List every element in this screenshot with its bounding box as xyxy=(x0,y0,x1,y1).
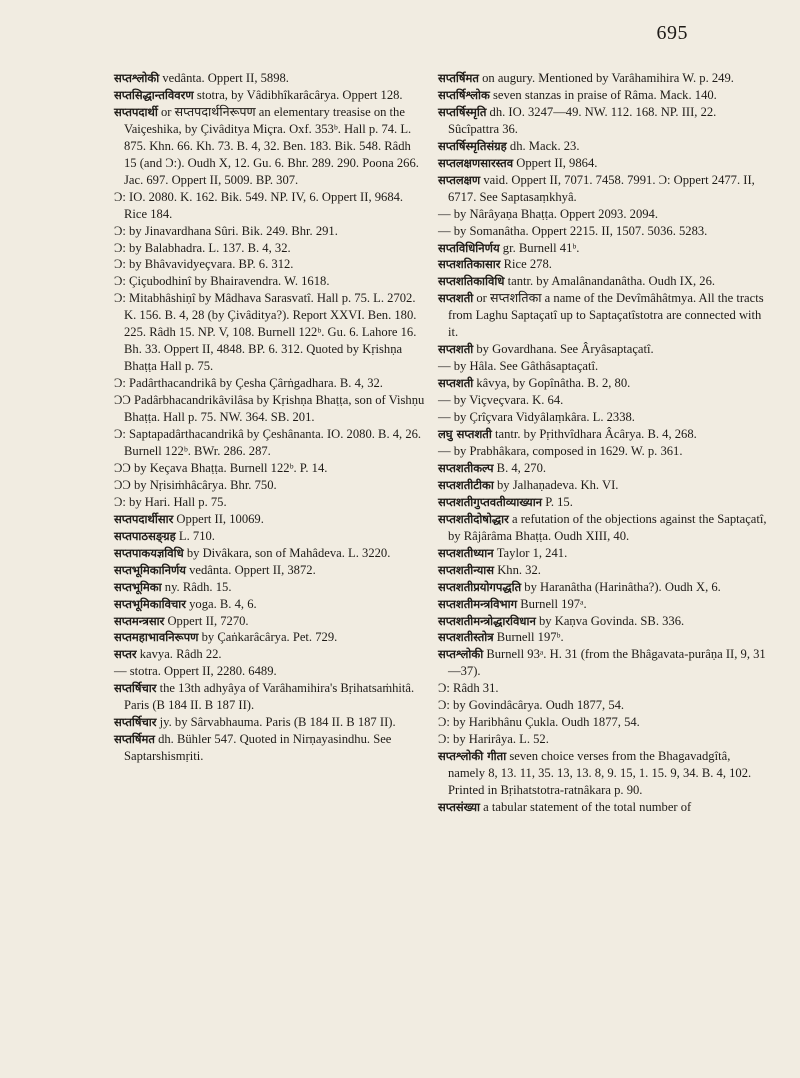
catalog-entry xyxy=(114,104,426,189)
entry-text: — by Somanâtha. Oppert 2215. II, 1507. 5036. 5283. xyxy=(438,223,708,238)
entry-headword: सप्तशतीप्रयोगपद्धति xyxy=(438,579,522,594)
entry-text: Burnell 197ᵃ. xyxy=(517,596,587,611)
entry-text: vedânta. Oppert II, 3872. xyxy=(185,562,316,577)
entry-text: by Haranâtha (Harinâtha?). Oudh X, 6. xyxy=(521,579,721,594)
catalog-entry xyxy=(438,697,770,714)
entry-headword: सप्तशतीदोषोद्धार xyxy=(438,511,509,526)
entry-headword: सप्तर्षिस्मृति xyxy=(438,104,487,119)
entry-text: ny. Râdh. 15. xyxy=(161,579,232,594)
entry-text: — stotra. Oppert II, 2280. 6489. xyxy=(114,664,277,679)
catalog-entry xyxy=(438,155,770,172)
entry-text: Burnell 197ᵇ. xyxy=(493,630,564,645)
entry-headword: सप्तर्षिचार xyxy=(114,681,157,696)
entry-headword: सप्तसंख्या xyxy=(438,799,481,814)
entry-text: a tabular statement of the total number of xyxy=(480,799,692,814)
catalog-entry xyxy=(438,494,770,511)
catalog-entry xyxy=(114,240,426,257)
catalog-entry xyxy=(114,714,426,731)
entry-text: the 13th adhyâya of Varâhamihira's Bṛihatsaṁhitâ. Paris (B 184 II. B 187 II). xyxy=(124,681,415,713)
entry-text: vedânta. Oppert II, 5898. xyxy=(159,71,289,85)
catalog-entry xyxy=(114,375,426,392)
entry-headword: सप्तलक्षण xyxy=(438,172,481,187)
catalog-entry xyxy=(438,511,770,545)
entry-headword: सप्तसिद्धान्तविवरण xyxy=(114,87,194,102)
catalog-entry xyxy=(114,256,426,273)
entry-headword: सप्तलक्षणसारस्तव xyxy=(438,155,514,170)
entry-text: tantr. by Amalânandanâtha. Oudh IX, 26. xyxy=(504,274,716,289)
entry-text: Ɔ: by Balabhadra. L. 137. B. 4, 32. xyxy=(114,240,291,255)
entry-text: Ɔ: by Harirâya. L. 52. xyxy=(438,732,549,747)
entry-headword: सप्तर्षिचार xyxy=(114,715,157,730)
entry-headword: सप्तर्षिश्लोक xyxy=(438,87,490,102)
catalog-entry xyxy=(438,206,770,223)
entry-text: dh. Bühler 547. Quoted in Nirṇayasindhu. See Saptarshismṛiti. xyxy=(124,732,392,764)
entry-headword: सप्तशतीमन्त्रोद्धारविधान xyxy=(438,613,536,628)
left-column xyxy=(114,70,426,765)
entry-headword: सप्तर्षिमत xyxy=(114,732,155,747)
catalog-entry xyxy=(438,273,770,290)
entry-headword: सप्तभूमिका xyxy=(114,579,162,594)
entry-text: Rice 278. xyxy=(500,257,552,272)
entry-text: on augury. Mentioned by Varâhamihira W. p. 249. xyxy=(478,71,734,85)
entry-text: Oppert II, 7270. xyxy=(164,613,249,628)
catalog-entry xyxy=(438,613,770,630)
entry-text: — by Hâla. See Gâthâsaptaçatî. xyxy=(438,359,599,374)
entry-text: or सप्तशतिका a name of the Devîmâhâtmya. All the tracts from Laghu Saptaçatî up to Saptaçatîstotra are connected with it. xyxy=(448,291,764,340)
entry-text: gr. Burnell 41ᵇ. xyxy=(499,240,580,255)
catalog-entry xyxy=(114,189,426,223)
entry-headword: सप्तपदार्थीसार xyxy=(114,511,174,526)
catalog-entry xyxy=(438,731,770,748)
entry-text: stotra, by Vâdibhîkarâcârya. Oppert 128. xyxy=(193,87,403,102)
right-column xyxy=(438,70,770,816)
catalog-entry xyxy=(114,477,426,494)
entry-headword: सप्तशतीमन्त्रविभाग xyxy=(438,596,518,611)
entry-text: L. 710. xyxy=(175,528,215,543)
catalog-entry xyxy=(114,494,426,511)
catalog-entry xyxy=(114,562,426,579)
entry-headword: सप्तशतीकल्प xyxy=(438,460,494,475)
entry-headword: सप्तशतीस्तोत्र xyxy=(438,630,494,645)
catalog-entry xyxy=(114,528,426,545)
catalog-entry xyxy=(114,290,426,375)
catalog-entry xyxy=(114,273,426,290)
entry-text: vaid. Oppert II, 7071. 7458. 7991. Ɔ: Oppert 2477. II, 6717. See Saptasaṃkhyâ. xyxy=(448,172,755,204)
entry-headword: सप्तशतीगुप्तवतीव्याख्यान xyxy=(438,494,543,509)
catalog-entry xyxy=(114,629,426,646)
entry-text: Ɔ: IO. 2080. K. 162. Bik. 549. NP. IV, 6. Oppert II, 9684. Rice 184. xyxy=(114,189,404,221)
entry-text: kâvya, by Gopînâtha. B. 2, 80. xyxy=(473,376,631,391)
entry-text: ƆƆ Padârbhacandrikâvilâsa by Kṛishṇa Bhaṭṭa, son of Vishṇu Bhaṭṭa. Hall p. 75. NW. 364. SB. 201. xyxy=(114,393,425,425)
catalog-entry xyxy=(438,138,770,155)
catalog-entry xyxy=(438,426,770,443)
catalog-entry xyxy=(114,596,426,613)
entry-text: jy. by Sârvabhauma. Paris (B 184 II. B 187 II). xyxy=(156,715,396,730)
catalog-entry xyxy=(438,87,770,104)
entry-text: Burnell 93ᵃ. H. 31 (from the Bhâgavata-purâṇa II, 9, 31—37). xyxy=(448,647,766,679)
entry-text: seven choice verses from the Bhagavadgîtâ, namely 8, 13. 11, 35. 13, 13. 8, 9. 15, 1. 15. 9, 34. B. 4, 102. Printed in Bṛihatstotra-ratnâkara p. 90. xyxy=(448,749,752,798)
entry-text: — by Viçveçvara. K. 64. xyxy=(438,393,564,408)
catalog-entry xyxy=(438,409,770,426)
entry-text: by Divâkara, son of Mahâdeva. L. 3220. xyxy=(183,545,391,560)
catalog-entry xyxy=(114,731,426,765)
entry-text: ƆƆ by Nṛisiṁhâcârya. Bhr. 750. xyxy=(114,477,277,492)
entry-headword: सप्तशतिकाविधि xyxy=(438,274,505,289)
entry-text: Ɔ: Mitabhâshiṇî by Mâdhava Sarasvatî. Hall p. 75. L. 2702. K. 156. B. 4, 28 (by Çivâditya?). Report XXVI. Ben. 180. 225. Râdh 15. NP. V, 108. Burnell 122ᵇ. Gu. 6. Lahore 16. Bh. 33. Oppert II, 4848. BP. 6. 312. Quoted by Kṛishṇa Bhaṭṭa Hall p. 75. xyxy=(114,291,417,374)
entry-text: Oppert II, 9864. xyxy=(513,155,598,170)
catalog-entry xyxy=(438,443,770,460)
entry-text: Taylor 1, 241. xyxy=(493,545,568,560)
entry-text: by Çaṅkarâcârya. Pet. 729. xyxy=(198,630,338,645)
entry-text: by Kaṇva Govinda. SB. 336. xyxy=(535,613,685,628)
catalog-entry xyxy=(438,477,770,494)
catalog-entry xyxy=(438,596,770,613)
entry-text: Ɔ: Râdh 31. xyxy=(438,681,499,696)
entry-text: Oppert II, 10069. xyxy=(173,511,264,526)
catalog-entry xyxy=(438,460,770,477)
catalog-entry xyxy=(438,70,770,87)
entry-text: or सप्तपदार्थनिरूपण an elementary treasise on the Vaiçeshika, by Çivâditya Miçra. Oxf. 353ᵇ. Hall p. 74. L. 875. Khn. 66. Kh. 73. B. 4, 32. Ben. 183. Bik. 548. Râdh 15 (and Ɔ:). Oudh X, 12. Gu. 6. Bhr. 289. 290. Poona 266. Jac. 697. Oppert II, 5009. BP. 307. xyxy=(124,104,419,187)
catalog-entry xyxy=(114,680,426,714)
entry-text: Ɔ: Çiçubodhinî by Bhairavendra. W. 1618. xyxy=(114,274,330,289)
catalog-entry xyxy=(438,799,770,816)
catalog-entry xyxy=(438,375,770,392)
catalog-entry xyxy=(114,460,426,477)
catalog-entry xyxy=(438,579,770,596)
catalog-entry xyxy=(438,545,770,562)
entry-text: Ɔ: Padârthacandrikâ by Çesha Çârṅgadhara. B. 4, 32. xyxy=(114,376,383,391)
catalog-entry xyxy=(438,290,770,341)
catalog-entry xyxy=(438,256,770,273)
catalog-entry xyxy=(438,223,770,240)
catalog-entry xyxy=(114,426,426,460)
catalog-entry xyxy=(114,392,426,426)
catalog-entry xyxy=(114,613,426,630)
entry-headword: सप्तशती xyxy=(438,342,474,357)
entry-text: dh. Mack. 23. xyxy=(506,138,580,153)
catalog-entry xyxy=(438,714,770,731)
entry-text: by Govardhana. See Âryâsaptaçatî. xyxy=(473,342,654,357)
entry-headword: सप्तशती xyxy=(438,291,474,306)
entry-headword: सप्तश्लोकी xyxy=(114,71,160,85)
entry-text: Ɔ: by Haribhânu Çukla. Oudh 1877, 54. xyxy=(438,715,640,730)
entry-headword: सप्तशतिकासार xyxy=(438,257,501,272)
entry-headword: सप्तशतीध्यान xyxy=(438,545,494,560)
entry-headword: सप्तश्लोकी xyxy=(438,647,484,662)
entry-text: Ɔ: Saptapadârthacandrikâ by Çeshânanta. IO. 2080. B. 4, 26. Burnell 122ᵇ. BWr. 286. 287. xyxy=(114,427,422,458)
catalog-entry xyxy=(438,172,770,206)
entry-text: kavya. Râdh 22. xyxy=(136,647,222,662)
catalog-entry xyxy=(438,680,770,697)
entry-text: tantr. by Pṛithvîdhara Âcârya. B. 4, 268. xyxy=(491,427,697,442)
catalog-entry xyxy=(114,545,426,562)
entry-text: — by Nârâyaṇa Bhaṭṭa. Oppert 2093. 2094. xyxy=(438,206,658,221)
entry-text: yoga. B. 4, 6. xyxy=(185,596,257,611)
entry-headword: सप्तर xyxy=(114,647,137,662)
catalog-entry xyxy=(438,629,770,646)
catalog-entry xyxy=(438,748,770,799)
entry-headword: सप्तश्लोकी गीता xyxy=(438,749,507,764)
catalog-entry xyxy=(438,240,770,257)
catalog-entry xyxy=(438,104,770,138)
entry-headword: सप्तमहाभावनिरूपण xyxy=(114,630,199,645)
catalog-entry xyxy=(114,223,426,240)
catalog-entry xyxy=(438,341,770,358)
catalog-entry xyxy=(114,87,426,104)
entry-headword: सप्तशतीटीका xyxy=(438,477,494,492)
entry-headword: सप्तशती xyxy=(438,376,474,391)
entry-text: — by Prabhâkara, composed in 1629. W. p. 361. xyxy=(438,443,683,458)
catalog-entry xyxy=(438,646,770,680)
page-number: 695 xyxy=(656,22,688,44)
catalog-entry xyxy=(114,646,426,663)
catalog-entry xyxy=(438,392,770,409)
catalog-entry xyxy=(114,663,426,680)
entry-text: dh. IO. 3247—49. NW. 112. 168. NP. III, 22. Sûcîpattra 36. xyxy=(448,104,717,136)
entry-text: seven stanzas in praise of Râma. Mack. 140. xyxy=(489,87,717,102)
entry-text: B. 4, 270. xyxy=(493,460,547,475)
entry-headword: सप्तशतीन्यास xyxy=(438,562,495,577)
entry-headword: सप्तपदार्थी xyxy=(114,104,158,119)
catalog-entry xyxy=(438,358,770,375)
entry-text: ƆƆ by Keçava Bhaṭṭa. Burnell 122ᵇ. P. 14. xyxy=(114,460,328,475)
catalog-entry xyxy=(114,511,426,528)
entry-headword: सप्तविधिनिर्णय xyxy=(438,240,500,255)
entry-text: Ɔ: by Bhâvavidyeçvara. BP. 6. 312. xyxy=(114,257,294,272)
entry-headword: सप्तभूमिकाविचार xyxy=(114,596,186,611)
entry-text: Ɔ: by Govindâcârya. Oudh 1877, 54. xyxy=(438,698,625,713)
entry-headword: सप्तर्षिस्मृतिसंग्रह xyxy=(438,138,507,153)
catalog-entry xyxy=(438,562,770,579)
entry-headword: सप्तर्षिमत xyxy=(438,71,479,85)
entry-headword: सप्तपाकयज्ञविधि xyxy=(114,545,184,560)
entry-text: P. 15. xyxy=(542,494,573,509)
entry-text: by Jalhaṇadeva. Kh. VI. xyxy=(493,477,619,492)
catalog-entry xyxy=(114,70,426,87)
entry-text: Ɔ: by Jinavardhana Sûri. Bik. 249. Bhr. 291. xyxy=(114,223,338,238)
entry-headword: सप्तमन्त्रसार xyxy=(114,613,165,628)
entry-text: Khn. 32. xyxy=(494,562,541,577)
entry-text: — by Çrîçvara Vidyâlaṃkâra. L. 2338. xyxy=(438,410,635,425)
entry-headword: सप्तपाठसङ्ग्रह xyxy=(114,528,176,543)
catalog-entry xyxy=(114,579,426,596)
entry-headword: लघु सप्तशती xyxy=(438,427,492,442)
entry-text: Ɔ: by Hari. Hall p. 75. xyxy=(114,494,227,509)
entry-text: a refutation of the objections against the Saptaçatî, by Râjârâma Bhaṭṭa. Oudh XIII, 40. xyxy=(448,511,767,543)
entry-headword: सप्तभूमिकानिर्णय xyxy=(114,562,186,577)
